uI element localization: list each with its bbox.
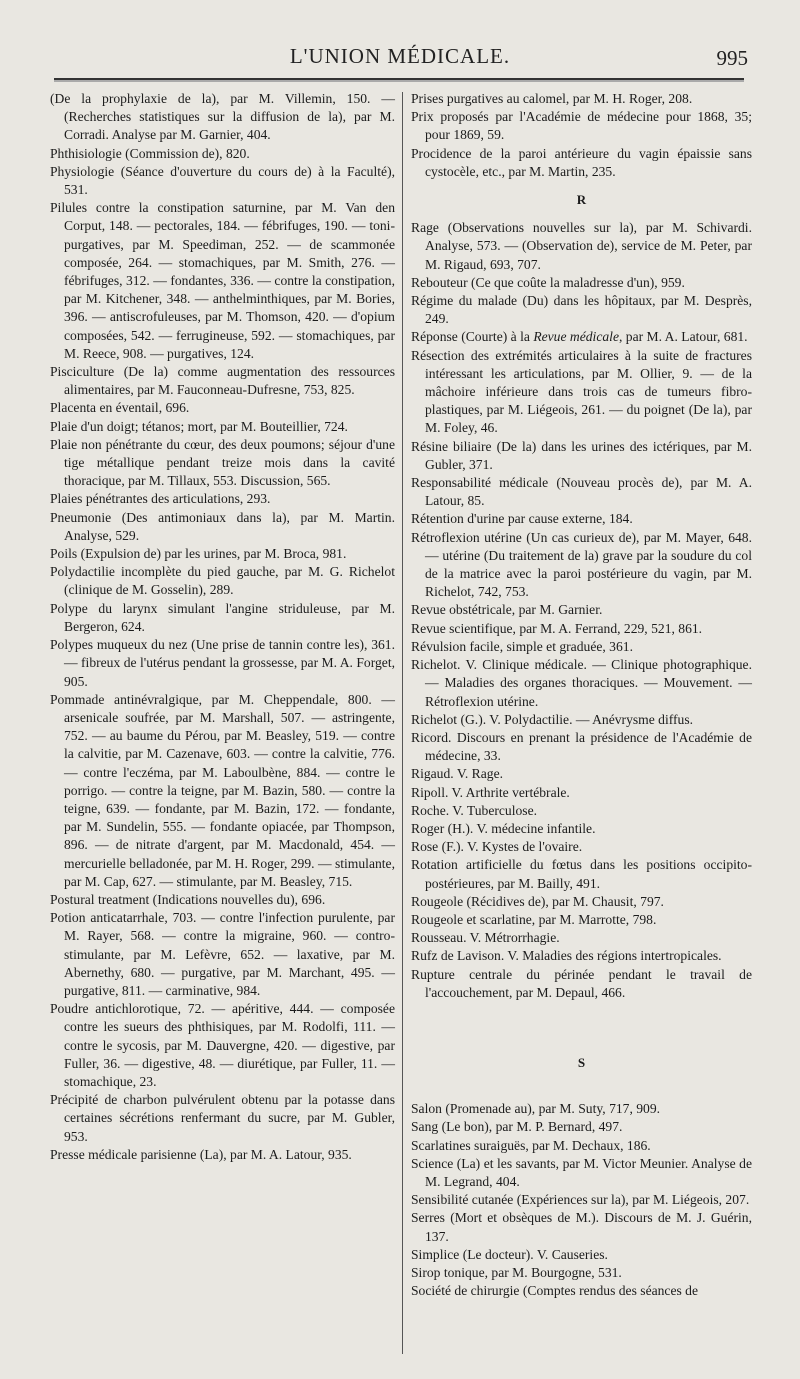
index-entry: Prises purgatives au calomel, par M. H. Roger, 208. [411,91,693,106]
index-entry: Révulsion facile, simple et graduée, 361. [411,638,633,654]
index-entry: Placenta en éventail, 696. [50,400,190,416]
entries-r [411,219,752,328]
index-entry: Sensibilité cutanée (Expériences sur la), par M. Liégeois, 207. [411,1192,750,1208]
index-entry: Rougeole (Récidives de), par M. Chausit, 797. [411,893,664,909]
journal-name: Revue médicale [533,329,619,345]
index-entry: Résection des extrémités articulaires à la suite de fractures intéressant les articulations, par M. Ollier, 9. — de la mâchoire inférieure dans trois cas de tumeurs fibro-plastiques, par M. Liégeois, 261. — du poignet (De la), par M. Foley, 46. [411,347,752,436]
index-entry: Plaies pénétrantes des articulations, 293. [50,491,271,507]
index-entry: Rousseau. V. Métrorrhagie. [411,930,560,946]
journal-title: L'UNION MÉDICALE. [289,44,511,68]
index-entry: Pisciculture (De la) comme augmentation des ressources alimentaires, par M. Fauconneau-Dufresne, 753, 825. [50,364,395,398]
index-entry: Serres (Mort et obsèques de M.). Discours de M. J. Guérin, 137. [411,1210,752,1244]
index-entry: Résine biliaire (De la) dans les urines des ictériques, par M. Gubler, 371. [411,438,752,472]
index-entry: Rage (Observations nouvelles sur la), par M. Schivardi. Analyse, 573. — (Observation de), service de M. Peter, par M. Rigaud, 693, 707. [411,220,752,272]
index-entry: Ricord. Discours en prenant la présidence de l'Académie de médecine, 33. [411,729,752,764]
index-entry: Rétention d'urine par cause externe, 184. [411,511,633,527]
index-entry: Postural treatment (Indications nouvelles du), 696. [50,891,326,907]
index-entry: Rétroflexion utérine (Un cas curieux de), par M. Mayer, 648. — utérine (Du traitement de la) grave par la soudure du col de la matrice avec la paroi postérieure du vagin, par M. Richelot, 742, 753. [411,529,752,600]
index-entry: Pommade antinévralgique, par M. Cheppendale, 800. — arsenicale soufrée, par M. Marshall, 507. — astringente, 752. — au baume du Pérou, par M. Beasley, 519. — contre la calvitie, par M. Cazenave, 603. — contre la calvitie, 776. — contre l'eczéma, par M. Laboulbène, 884. — contre le porrigo. — contre la teigne, par M. Bazin, 580. — contre la teigne, 639. — fondante, par M. Bazin, 172. — fondante, par M. Sundelin, 555. — fondante opiacée, par Thompson, 896. — de nitrate d'argent, par M. Macdonald, 454. — mercurielle belladonée, par M. H. Roger, 299. — stimulante, par M. Cap, 627. — stimulante, par M. Beasley, 715. [50,691,395,889]
index-entry: Roche. V. Tuberculose. [411,802,537,818]
column-divider [402,92,403,1354]
index-entry: Pilules contre la constipation saturnine, par M. Van den Corput, 148. — pectorales, 184. — fébrifuges, 190. — toni-purgatives, par M. Speediman, 252. — de scammonée composée, 264. — stomachiques, par M. Smith, 276. — fébrifuges, 312. — fondantes, 336. — contre la constipation, par M. Kitchener, 348. — anthelminthiques, par M. Bories, 396. — antiscrofuleuses, par M. Thomson, 420. — d'opium composées, 542. — ferrugineuse, 592. — stomachiques, par M. Reece, 908. — purgatives, 124. [50,200,395,361]
section-letter-s: S [577,1054,586,1070]
index-entry: Polydactilie incomplète du pied gauche, par M. G. Richelot (clinique de M. Gosselin), 289. [50,564,395,598]
index-entry: Richelot (G.). V. Polydactilie. — Anévrysme diffus. [411,711,694,727]
page-header [0,38,800,78]
index-entry: Prix proposés par l'Académie de médecine pour 1868, 35; pour 1869, 59. [411,109,752,143]
index-entry: Revue scientifique, par M. A. Ferrand, 229, 521, 861. [411,620,703,636]
index-entry: Rigaud. V. Rage. [411,766,504,782]
index-entry: Plaie d'un doigt; tétanos; mort, par M. Bouteillier, 724. [50,418,348,434]
index-entry: Science (La) et les savants, par M. Victor Meunier. Analyse de M. Legrand, 404. [411,1155,752,1189]
index-entry: Ripoll. V. Arthrite vertébrale. [411,784,570,800]
index-entry: (De la prophylaxie de la), par M. Villemin, 150. — (Recherches statistiques sur la diffusion de la), par M. Corradi. Analyse par M. Garnier, 404. [50,91,395,143]
index-entry: Société de chirurgie (Comptes rendus des séances de [411,1283,699,1299]
index-entry: Potion anticatarrhale, 703. — contre l'infection purulente, par M. Rayer, 568. — contre la migraine, 960. — contro-stimulante, par M. Lefèvre, 652. — laxative, par M. Abernethy, 680. — purgative, par M. Marchant, 495. — purgative, 811. — carminative, 984. [50,910,395,998]
right-column [411,90,752,1300]
index-entry: Rufz de Lavison. V. Maladies des régions intertropicales. [411,948,722,964]
index-entry: Roger (H.). V. médecine infantile. [411,820,596,836]
index-entry: Phthisiologie (Commission de), 820. [50,145,250,161]
index-entry: Responsabilité médicale (Nouveau procès de), par M. A. Latour, 85. [411,475,752,509]
index-entry: Rougeole et scarlatine, par M. Marrotte, 798. [411,911,657,927]
index-entry: Pneumonie (Des antimoniaux dans la), par M. Martin. Analyse, 529. [50,509,395,543]
index-entry: Rebouteur (Ce que coûte la maladresse d'un), 959. [411,274,685,290]
index-entry: Régime du malade (Du) dans les hôpitaux, par M. Desprès, 249. [411,293,752,327]
index-entry: Sirop tonique, par M. Bourgogne, 531. [411,1264,622,1280]
index-entry: Polype du larynx simulant l'angine striduleuse, par M. Bergeron, 624. [50,600,395,634]
index-entry: Rupture centrale du périnée pendant le travail de l'accouchement, par M. Depaul, 466. [411,966,752,1000]
entries-s [411,1100,752,1300]
index-entry: Presse médicale parisienne (La), par M. A. Latour, 935. [50,1146,352,1162]
entries-r-continued [411,347,752,1002]
entries-p-continued [411,90,752,181]
index-entry: Richelot. V. Clinique médicale. — Clinique photographique. — Maladies des organes thoraciques. — Mouvement. — Rétroflexion utérine. [411,657,752,709]
index-entry: Rotation artificielle du fœtus dans les positions occipito-postérieures, par M. Bailly, 491. [411,857,752,891]
index-entry: Simplice (Le docteur). V. Causeries. [411,1246,608,1262]
index-entry: Polypes muqueux du nez (Une prise de tannin contre les), 361. — fibreux de l'utérus pendant la grossesse, par M. A. Forget, 905. [50,637,395,689]
page-number: 995 [716,46,748,70]
index-entry-reponse: Réponse (Courte) à la Revue médicale, par M. A. Latour, 681. [411,329,748,345]
index-entry: Précipité de charbon pulvérulent obtenu par la potasse dans certaines sécrétions renfermant du sucre, par M. Gubler, 953. [50,1092,395,1144]
index-entry: Plaie non pénétrante du cœur, des deux poumons; séjour d'une tige métallique pendant treize mois dans la cavité thoracique, par M. Tillaux, 553. Discussion, 565. [50,436,395,489]
index-entry: Poudre antichlorotique, 72. — apéritive, 444. — composée contre les sueurs des phthisiques, par M. Rodolfi, 111. — contre le sycosis, par M. Dauvergne, 420. — digestive, par Fuller, 36. — digestive, 48. — diurétique, par Fuller, 11. — stomachique, 23. [50,1001,395,1089]
index-entry: Scarlatines suraiguës, par M. Dechaux, 186. [411,1137,651,1153]
header-rule [54,78,744,80]
left-column [50,90,395,1164]
index-entry: Poils (Expulsion de) par les urines, par M. Broca, 981. [50,546,347,562]
section-letter-r: R [576,192,587,208]
index-entry: Rose (F.). V. Kystes de l'ovaire. [411,839,583,855]
index-entry: Sang (Le bon), par M. P. Bernard, 497. [411,1119,623,1135]
index-entry: Procidence de la paroi antérieure du vagin épaissie sans cystocèle, etc., par M. Martin, 235. [411,145,752,179]
index-entry: Revue obstétricale, par M. Garnier. [411,602,603,618]
index-entry: Physiologie (Séance d'ouverture du cours de) à la Faculté), 531. [50,163,395,198]
index-entry: Salon (Promenade au), par M. Suty, 717, 909. [411,1101,661,1117]
